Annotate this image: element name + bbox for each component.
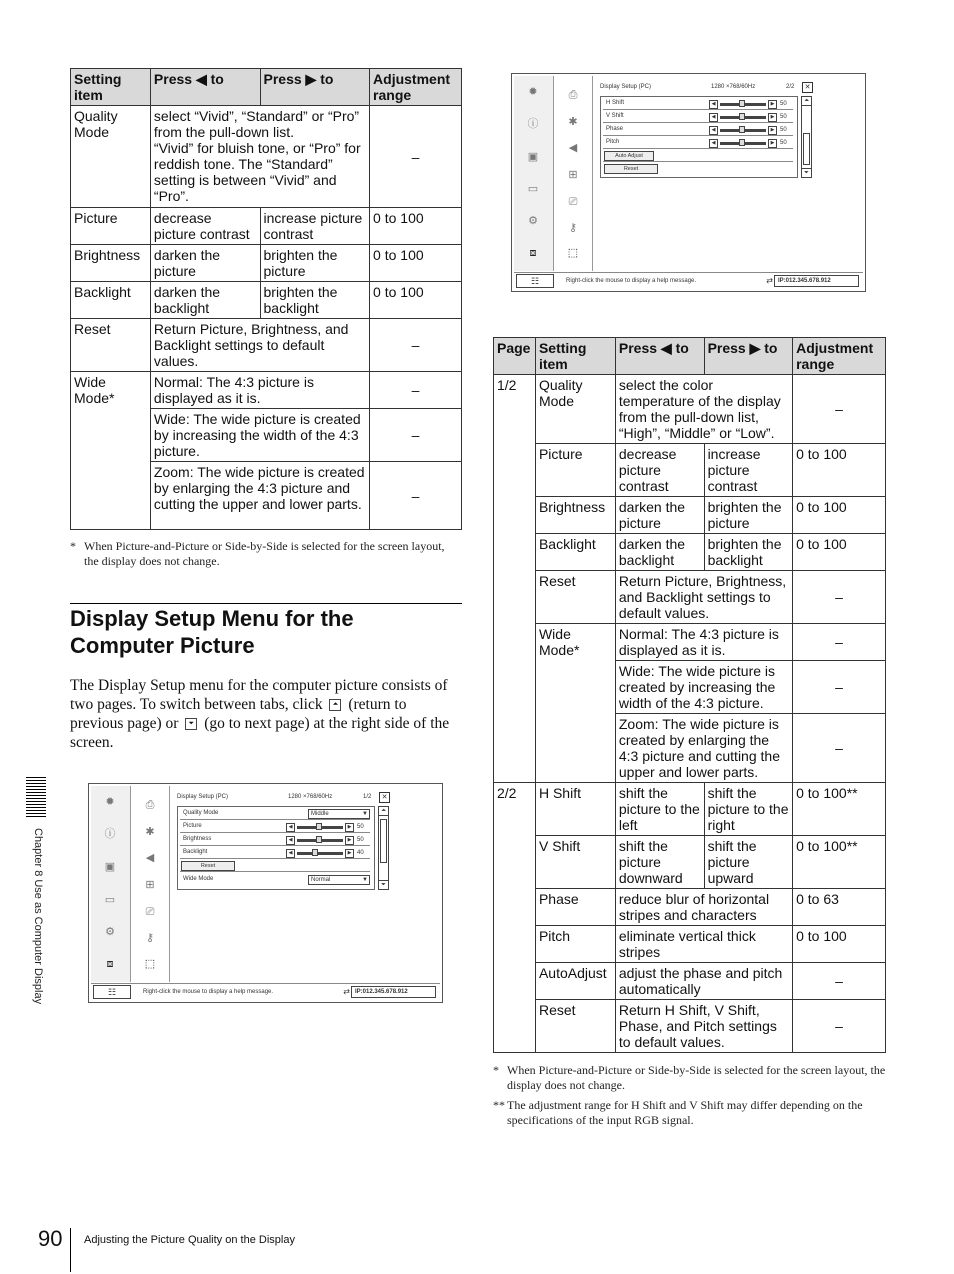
range-cell: 0 to 100 [370, 245, 462, 282]
table-row [494, 836, 886, 889]
table-row [71, 372, 462, 409]
arrow-right-icon[interactable]: ▶ [768, 139, 777, 148]
range-cell: – [793, 571, 886, 624]
table-header-row [494, 338, 886, 375]
setting-row-phase [603, 124, 793, 136]
page-number: 90 [38, 1226, 63, 1251]
setting-label: Phase [606, 126, 624, 132]
reset-button[interactable]: Reset [181, 861, 235, 871]
h-shift-slider[interactable] [709, 100, 791, 107]
chevron-down-icon: ▼ [362, 877, 368, 883]
picture-slider[interactable] [286, 823, 368, 830]
slider-value: 50 [357, 837, 364, 843]
page-indicator: 2/2 [786, 84, 795, 90]
speaker-icon[interactable]: ◀ [568, 142, 578, 154]
press-left-cell: decrease picture contrast [150, 208, 260, 245]
menu-icon[interactable]: ☷ [93, 985, 131, 999]
slider-value: 50 [780, 114, 787, 120]
description-cell: Zoom: The wide picture is created by enlarging the 4:3 picture and cutting the upper and lower parts. [150, 462, 369, 530]
help-text: Right-click the mouse to display a help message. [143, 989, 274, 995]
description-cell: select the color temperature of the display from the pull-down list, “High”, “Middle” or “Low”. [615, 375, 792, 444]
column-header: Page [494, 338, 536, 375]
table-row [494, 444, 886, 497]
scroll-thumb[interactable] [380, 819, 387, 863]
camera-icon[interactable]: ⎙ [145, 799, 155, 811]
close-button[interactable]: ✕ [802, 82, 813, 93]
setting-label: V Shift [606, 113, 624, 119]
range-cell: 0 to 100 [370, 282, 462, 319]
range-cell: 0 to 100** [793, 836, 886, 889]
arrow-left-icon[interactable]: ◀ [286, 849, 295, 858]
setting-item-cell: Phase [535, 889, 615, 926]
page-down-icon[interactable]: ⏷ [379, 880, 388, 889]
setting-row-backlight [180, 847, 370, 859]
settings-table-tv [70, 68, 462, 530]
setting-row-v-shift [603, 111, 793, 123]
slider-value: 50 [357, 824, 364, 830]
description-cell: Zoom: The wide picture is created by enlarging the 4:3 picture and cutting the upper and lower parts. [615, 714, 792, 783]
table-row [494, 926, 886, 963]
close-button[interactable]: ✕ [379, 792, 390, 803]
page-cell: 2/2 [494, 783, 536, 1053]
display-setup-screen-page1 [88, 783, 443, 1003]
setting-row-reset [603, 163, 793, 174]
menu-sidebar [514, 76, 554, 271]
press-right-cell: brighten the backlight [704, 534, 793, 571]
menu-icon[interactable]: ☷ [516, 274, 554, 288]
description-cell: Return H Shift, V Shift, Phase, and Pitch settings to default values. [615, 1000, 792, 1053]
description-cell: reduce blur of horizontal stripes and characters [615, 889, 792, 926]
setting-row-reset [180, 860, 370, 872]
schedule-icon[interactable]: ⎚ [568, 196, 578, 208]
slider-track [297, 852, 343, 855]
toolbox-icon[interactable]: ⧈ [529, 247, 537, 259]
table-row [71, 245, 462, 282]
table-row [494, 963, 886, 1000]
settings-table-pc [493, 337, 886, 1053]
setting-item-cell: Picture [71, 208, 151, 245]
phase-slider[interactable] [709, 126, 791, 133]
press-left-cell: shift the picture to the left [615, 783, 704, 836]
range-cell: – [370, 409, 462, 462]
display-icon[interactable]: ⬚ [144, 958, 156, 970]
description-cell: select “Vivid”, “Standard” or “Pro” from the pull-down list. “Vivid” for bluish tone, or “Pro” for reddish tone. The “Standard” setting is between “Vivid” and “Pro”. [150, 106, 369, 208]
range-cell: – [793, 1000, 886, 1053]
page-down-icon: ⏷ [185, 718, 197, 730]
slider-value: 50 [780, 127, 787, 133]
slider-value: 50 [780, 101, 787, 107]
setting-label: Wide Mode [183, 876, 214, 882]
slider-knob[interactable] [316, 836, 322, 843]
panel-title: Display Setup (PC) [600, 84, 652, 90]
reset-button[interactable]: Reset [604, 164, 658, 174]
table-row [494, 1000, 886, 1053]
arrow-left-icon[interactable]: ◀ [709, 139, 718, 148]
range-cell: 0 to 100 [370, 208, 462, 245]
slider-value: 40 [357, 850, 364, 856]
quality-mode-dropdown[interactable] [308, 809, 370, 819]
arrow-left-icon[interactable]: ◀ [709, 100, 718, 109]
setting-item-cell: Brightness [71, 245, 151, 282]
setting-item-cell: V Shift [535, 836, 615, 889]
press-right-cell: increase picture contrast [260, 208, 370, 245]
connection-icon: ⇄ [343, 987, 350, 996]
setting-item-cell: Reset [535, 571, 615, 624]
body-text-part: The Display Setup menu for the computer picture consists of two pages. To switch between tabs, click [70, 677, 448, 713]
arrow-left-icon[interactable]: ◀ [286, 823, 295, 832]
setting-label: Pitch [606, 139, 620, 145]
range-cell: 0 to 100 [793, 497, 886, 534]
description-cell: Normal: The 4:3 picture is displayed as it is. [150, 372, 369, 409]
footnote-mark: * [70, 539, 76, 553]
table-row [494, 889, 886, 926]
range-cell: – [793, 624, 886, 661]
press-left-cell: shift the picture downward [615, 836, 704, 889]
footnote-text: The adjustment range for H Shift and V Shift may differ depending on the specifications of the input RGB signal. [507, 1098, 863, 1127]
heading-rule [70, 603, 462, 604]
footnote-text: When Picture-and-Picture or Side-by-Side is selected for the screen layout, the display does not change. [84, 539, 445, 568]
description-cell: eliminate vertical thick stripes [615, 926, 792, 963]
heading-line: Display Setup Menu for the [70, 606, 354, 631]
slider-value: 50 [780, 140, 787, 146]
press-right-cell: brighten the picture [260, 245, 370, 282]
menu-sidebar [91, 786, 131, 982]
press-right-cell: increase picture contrast [704, 444, 793, 497]
column-header: Press ◀ to [150, 69, 260, 106]
column-header: Adjustment range [370, 69, 462, 106]
page-down-icon[interactable]: ⏷ [802, 168, 811, 177]
table-row [494, 534, 886, 571]
v-shift-slider[interactable] [709, 113, 791, 120]
range-cell: 0 to 100 [793, 926, 886, 963]
dropdown-value: Normal [311, 877, 331, 883]
setup-panel [177, 794, 392, 899]
slider-knob[interactable] [316, 823, 322, 830]
slider-knob[interactable] [739, 126, 745, 133]
press-left-cell: darken the picture [615, 497, 704, 534]
description-cell: Normal: The 4:3 picture is displayed as it is. [615, 624, 792, 661]
body-text-part: (return to previous page) or [70, 696, 407, 732]
section-heading [70, 605, 462, 659]
column-header: Press ▶ to [260, 69, 370, 106]
footnote-mark: ** [493, 1098, 505, 1112]
footnote [493, 1063, 886, 1093]
scroll-thumb[interactable] [803, 133, 810, 165]
picture-icon[interactable]: ▣ [527, 151, 539, 163]
slider-knob[interactable] [739, 139, 745, 146]
range-cell: – [793, 661, 886, 714]
setting-item-cell: Reset [535, 1000, 615, 1053]
range-cell: – [793, 963, 886, 1000]
range-cell: 0 to 100 [793, 534, 886, 571]
backlight-slider[interactable] [286, 849, 368, 856]
camera-icon[interactable]: ⎙ [568, 89, 578, 101]
display-icon[interactable]: ⬚ [567, 247, 579, 259]
range-cell: – [793, 714, 886, 783]
page-scrollbar[interactable] [378, 806, 389, 890]
footer-divider [70, 1228, 71, 1272]
help-text: Right-click the mouse to display a help message. [566, 278, 697, 284]
key-icon[interactable]: ⚷ [568, 222, 578, 234]
setting-item-cell: Backlight [535, 534, 615, 571]
setting-label: Backlight [183, 849, 208, 855]
column-header: Adjustment range [793, 338, 886, 375]
footnote [493, 1098, 886, 1128]
setting-item-cell: Brightness [535, 497, 615, 534]
range-cell: – [370, 462, 462, 530]
setting-label: H Shift [606, 100, 625, 106]
sun-icon[interactable]: ✹ [528, 86, 538, 98]
speaker-icon[interactable]: ◀ [145, 852, 155, 864]
range-cell: 0 to 63 [793, 889, 886, 926]
status-bar [514, 272, 863, 289]
press-left-cell: darken the picture [150, 245, 260, 282]
brightness-slider[interactable] [286, 836, 368, 843]
layout-icon[interactable]: ⊞ [145, 879, 155, 891]
setting-row-wide-mode [180, 874, 370, 885]
setting-item-cell: Reset [71, 319, 151, 372]
page-up-icon: ⏶ [329, 699, 341, 711]
page-indicator: 1/2 [363, 794, 372, 800]
setting-item-cell: Wide Mode* [71, 372, 151, 530]
chapter-label: Chapter 8 Use as Computer Display [32, 828, 44, 1005]
setting-row-pitch [603, 137, 793, 149]
page-cell: 1/2 [494, 375, 536, 783]
setting-row-picture [180, 821, 370, 833]
press-right-cell: shift the picture upward [704, 836, 793, 889]
range-cell: – [793, 375, 886, 444]
description-cell: Wide: The wide picture is created by increasing the width of the 4:3 picture. [150, 409, 369, 462]
network-icon[interactable]: ⚙ [105, 926, 115, 938]
arrow-right-icon[interactable]: ▶ [768, 126, 777, 135]
settings-list [177, 806, 375, 890]
section-body [70, 676, 462, 752]
info-icon[interactable]: ⓘ [104, 828, 116, 840]
resolution-text: 1280 ×768/60Hz [288, 794, 333, 800]
setting-item-cell: Quality Mode [535, 375, 615, 444]
description-cell: adjust the phase and pitch automatically [615, 963, 792, 1000]
connection-icon: ⇄ [766, 276, 773, 285]
input-icon[interactable]: ▭ [527, 183, 539, 195]
footnote-text: When Picture-and-Picture or Side-by-Side is selected for the screen layout, the display does not change. [507, 1063, 886, 1092]
panel-title: Display Setup (PC) [177, 794, 229, 800]
footnote-mark: * [493, 1063, 499, 1077]
table-row [71, 319, 462, 372]
arrow-right-icon[interactable]: ▶ [345, 836, 354, 845]
setup-panel [600, 84, 815, 184]
setting-label: Brightness [183, 836, 212, 842]
wide-mode-dropdown[interactable] [308, 875, 370, 885]
running-footer: Adjusting the Picture Quality on the Display [84, 1234, 295, 1246]
range-cell: – [370, 372, 462, 409]
table-row [494, 497, 886, 534]
gear-icon[interactable]: ✱ [568, 116, 578, 128]
network-icon[interactable]: ⚙ [528, 215, 538, 227]
setting-item-cell: Wide Mode* [535, 624, 615, 783]
page-scrollbar[interactable] [801, 96, 812, 178]
setting-item-cell: Pitch [535, 926, 615, 963]
settings-list [600, 96, 798, 178]
column-header: Setting item [71, 69, 151, 106]
table-row [494, 624, 886, 661]
table-row [71, 208, 462, 245]
table-row [71, 282, 462, 319]
arrow-left-icon[interactable]: ◀ [709, 126, 718, 135]
arrow-right-icon[interactable]: ▶ [768, 113, 777, 122]
press-right-cell: shift the picture to the right [704, 783, 793, 836]
status-bar [91, 983, 440, 1000]
submenu-sidebar [554, 76, 593, 271]
range-cell: – [370, 319, 462, 372]
range-cell: 0 to 100** [793, 783, 886, 836]
schedule-icon[interactable]: ⎚ [145, 906, 155, 918]
body-text-part: (go to next page) at the right side of the screen. [70, 715, 450, 751]
description-cell: Wide: The wide picture is created by increasing the width of the 4:3 picture. [615, 661, 792, 714]
table-row [494, 375, 886, 444]
setting-item-cell: Quality Mode [71, 106, 151, 208]
submenu-sidebar [131, 786, 170, 982]
description-cell: Return Picture, Brightness, and Backlight settings to default values. [150, 319, 369, 372]
setting-row-quality-mode [180, 808, 370, 820]
press-left-cell: decrease picture contrast [615, 444, 704, 497]
table-row [494, 571, 886, 624]
table-row [494, 783, 886, 836]
table-row [71, 106, 462, 208]
press-left-cell: darken the backlight [615, 534, 704, 571]
setting-label: Quality Mode [183, 810, 219, 816]
ip-address: IP:012.345.678.912 [351, 986, 436, 998]
column-header: Setting item [535, 338, 615, 375]
setting-item-cell: Backlight [71, 282, 151, 319]
display-setup-screen-page2 [511, 73, 866, 292]
arrow-left-icon[interactable]: ◀ [709, 113, 718, 122]
table-header-row [71, 69, 462, 106]
resolution-text: 1280 ×768/60Hz [711, 84, 756, 90]
ip-address: IP:012.345.678.912 [774, 275, 859, 287]
input-icon[interactable]: ▭ [104, 894, 116, 906]
range-cell: – [370, 106, 462, 208]
arrow-right-icon[interactable]: ▶ [345, 823, 354, 832]
toolbox-icon[interactable]: ⧈ [106, 958, 114, 970]
pitch-slider[interactable] [709, 139, 791, 146]
setting-item-cell: AutoAdjust [535, 963, 615, 1000]
setting-row-h-shift [603, 98, 793, 110]
setting-row-brightness [180, 834, 370, 846]
chevron-down-icon: ▼ [362, 811, 368, 817]
info-icon[interactable]: ⓘ [527, 118, 539, 130]
layout-icon[interactable]: ⊞ [568, 169, 578, 181]
picture-icon[interactable]: ▣ [104, 861, 116, 873]
range-cell: 0 to 100 [793, 444, 886, 497]
dropdown-value: Middle [311, 811, 329, 817]
arrow-left-icon[interactable]: ◀ [286, 836, 295, 845]
page-up-icon[interactable]: ⏶ [802, 97, 811, 106]
page-up-icon[interactable]: ⏶ [379, 807, 388, 816]
footnote [70, 539, 462, 569]
chapter-tab-marker [26, 775, 46, 817]
arrow-right-icon[interactable]: ▶ [345, 849, 354, 858]
column-header: Press ▶ to [704, 338, 793, 375]
slider-knob[interactable] [312, 849, 318, 856]
auto-adjust-button[interactable]: Auto Adjust [604, 151, 654, 161]
setting-label: Picture [183, 823, 202, 829]
slider-knob[interactable] [739, 113, 745, 120]
slider-knob[interactable] [739, 100, 745, 107]
column-header: Press ◀ to [615, 338, 704, 375]
arrow-right-icon[interactable]: ▶ [768, 100, 777, 109]
press-right-cell: brighten the backlight [260, 282, 370, 319]
press-left-cell: darken the backlight [150, 282, 260, 319]
press-right-cell: brighten the picture [704, 497, 793, 534]
heading-line: Computer Picture [70, 633, 255, 658]
key-icon[interactable]: ⚷ [145, 932, 155, 944]
setting-item-cell: H Shift [535, 783, 615, 836]
gear-icon[interactable]: ✱ [145, 826, 155, 838]
description-cell: Return Picture, Brightness, and Backlight settings to default values. [615, 571, 792, 624]
setting-item-cell: Picture [535, 444, 615, 497]
setting-row-auto-adjust [603, 150, 793, 162]
sun-icon[interactable]: ✹ [105, 796, 115, 808]
